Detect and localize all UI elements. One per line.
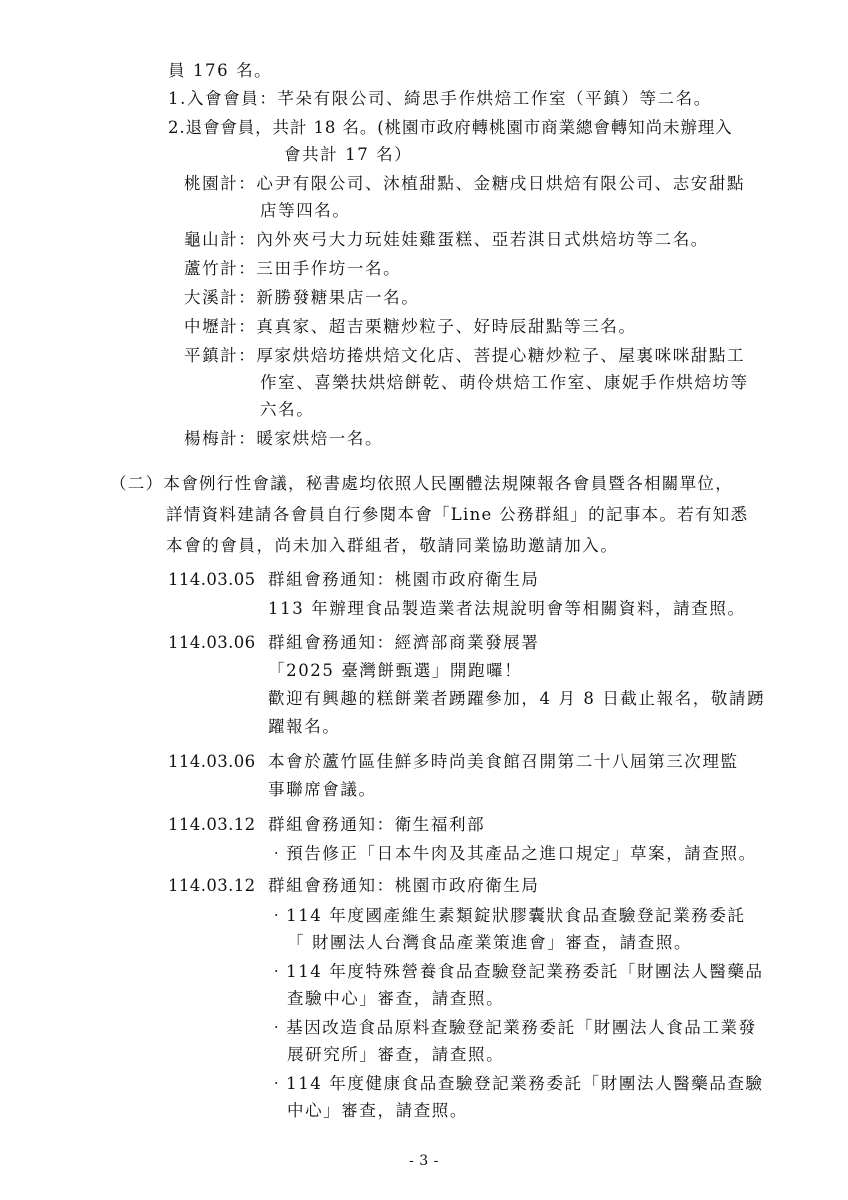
district-luzhu: 蘆竹計：三田手作坊一名。 bbox=[184, 259, 402, 278]
entry-date: 114.03.12 bbox=[168, 876, 256, 895]
section-two-body: 詳情資料建請各會員自行參閱本會「Line 公務群組」的記事本。若有知悉 bbox=[166, 505, 749, 524]
section-two-heading: （二）本會例行性會議，秘書處均依照人民團體法規陳報各會員暨各相關單位， bbox=[110, 474, 733, 493]
entry-text: 躍報名。 bbox=[268, 717, 341, 736]
join-members: 1.入會會員：芊朵有限公司、綺思手作烘焙工作室（平鎮）等二名。 bbox=[168, 89, 712, 108]
entry-text: 「2025 臺灣餅甄選」開跑囉！ bbox=[268, 661, 523, 680]
entry-text: 展研究所」審查，請查照。 bbox=[287, 1045, 505, 1064]
entry-text: ‧預告修正「日本牛肉及其產品之進口規定」草案，請查照。 bbox=[268, 844, 757, 863]
district-taoyuan-cont: 店等四名。 bbox=[260, 201, 351, 220]
section-two-body: 本會的會員，尚未加入群組者，敬請同業協助邀請加入。 bbox=[166, 536, 619, 555]
entry-text: ‧114 年度健康食品查驗登記業務委託「財團法人醫藥品查驗 bbox=[268, 1074, 764, 1093]
entry-text: 群組會務通知：桃園市政府衛生局 bbox=[268, 876, 540, 895]
entry-text: 事聯席會議。 bbox=[268, 780, 377, 799]
entry-text: ‧114 年度國產維生素類錠狀膠囊狀食品查驗登記業務委託 bbox=[268, 906, 746, 925]
entry-text: 中心」審查，請查照。 bbox=[287, 1101, 468, 1120]
district-pingzhen-cont: 作室、喜樂扶烘焙餅乾、萌伶烘焙工作室、康妮手作烘焙坊等 bbox=[260, 373, 749, 392]
entry-text: 群組會務通知：經濟部商業發展署 bbox=[268, 633, 540, 652]
withdraw-members: 2.退會會員，共計 18 名。(桃園市政府轉桃園市商業總會轉知尚未辦理入 bbox=[168, 118, 733, 137]
district-pingzhen-cont: 六名。 bbox=[260, 400, 315, 419]
entry-text: ‧114 年度特殊營養食品查驗登記業務委託「財團法人醫藥品 bbox=[268, 962, 764, 981]
district-pingzhen: 平鎮計：厚家烘焙坊捲烘焙文化店、菩提心糖炒粒子、屋裏咪咪甜點工 bbox=[184, 346, 746, 365]
district-taoyuan: 桃園計：心尹有限公司、沐植甜點、金糖戌日烘焙有限公司、志安甜點 bbox=[184, 174, 746, 193]
member-count-tail: 員 176 名。 bbox=[168, 61, 273, 80]
entry-date: 114.03.12 bbox=[168, 815, 256, 834]
entry-text: 群組會務通知：衛生福利部 bbox=[268, 815, 486, 834]
district-guishan: 龜山計：內外夾弓大力玩娃娃雞蛋糕、亞若淇日式烘焙坊等二名。 bbox=[184, 230, 709, 249]
withdraw-members-cont: 會共計 17 名） bbox=[284, 145, 413, 164]
entry-text: 群組會務通知：桃園市政府衛生局 bbox=[268, 570, 540, 589]
district-zhongli: 中壢計：真真家、超吉栗糖炒粒子、好時辰甜點等三名。 bbox=[184, 317, 637, 336]
entry-date: 114.03.06 bbox=[168, 633, 256, 652]
entry-date: 114.03.06 bbox=[168, 752, 256, 771]
entry-text: ‧基因改造食品原料查驗登記業務委託「財團法人食品工業發 bbox=[268, 1018, 757, 1037]
entry-text: 歡迎有興趣的糕餅業者踴躍參加，4 月 8 日截止報名，敬請踴 bbox=[268, 689, 766, 708]
entry-text: 本會於蘆竹區佳鮮多時尚美食館召開第二十八屆第三次理監 bbox=[268, 752, 739, 771]
entry-text: 「 財團法人台灣食品產業策進會」審查，請查照。 bbox=[287, 933, 693, 952]
entry-text: 113 年辦理食品製造業者法規說明會等相關資料，請查照。 bbox=[268, 599, 746, 618]
district-daxi: 大溪計：新勝發糖果店一名。 bbox=[184, 288, 420, 307]
entry-date: 114.03.05 bbox=[168, 570, 256, 589]
entry-text: 查驗中心」審查，請查照。 bbox=[287, 989, 505, 1008]
district-yangmei: 楊梅計：暖家烘焙一名。 bbox=[184, 429, 384, 448]
page-number: - 3 - bbox=[409, 1153, 439, 1169]
